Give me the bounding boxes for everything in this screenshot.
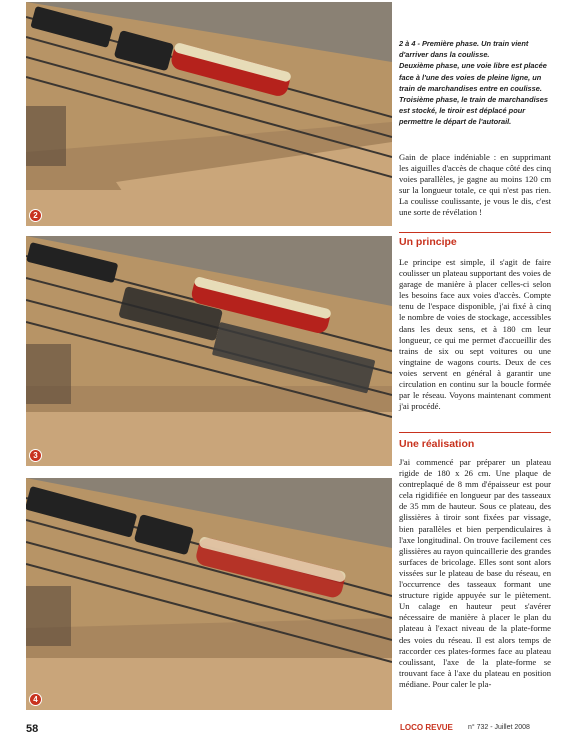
photo-number-badge: 3 [30,450,41,461]
photo-coulisse-phase-3 [26,478,392,710]
photo-coulisse-phase-2 [26,236,392,466]
magazine-name: LOCO REVUE [400,723,453,732]
photo-number-badge: 4 [30,694,41,705]
principe-paragraph: Le principe est simple, il s'agit de faire coulisser un plateau supportant des voies de garage de manière à placer celles-ci selon les besoins face aux voies d'accès. Compte tenu de l'espace disponible, j'ai fixé à cinq le nombre de voies de stockage, accessibles dans les deux sens, et à 180 cm leur longueur, ce qui me permet d'accueillir des trains de six ou sept voitures ou une vingtaine de wagons courts. Deux de ces voies servent en général à garantir une circulation en continu sur la boucle formée par le réseau. Voyons maintenant comment j'ai procédé. [399,257,551,412]
caption-phase-3: Troisième phase, le train de marchandises est stocké, le tiroir est déplacé pour permettre le départ de l'autorail. [399,95,548,127]
section-divider [399,232,551,233]
section-heading-realisation: Une réalisation [399,438,475,450]
realisation-paragraph: J'ai commencé par préparer un plateau rigide de 180 x 26 cm. Une plaque de contreplaqué de 8 mm d'épaisseur est pour cela rigidifiée en longueur par des tasseaux de 35 mm de hauteur. Sous ce plateau, des glissières à tiroir sont fixées par vissage, bien parallèles et bien perpendiculaires à l'axe longitudinal. On trouve facilement ces glissières au rayon quincaillerie des grandes surfaces de bricolage. Elles sont sont alors vissées sur le plateau de base du réseau, en l'occurrence des tasseaux formant une structure rigide appuyée sur le piètement. Un calage en hauteur peut s'avérer nécessaire de manière à placer le plan du plateau à l'exact niveau de la plate-forme des voies du réseau. Il est alors temps de raccorder ces plates-formes face au plateau coulissant, l'axe de la plate-forme se trouvant face à l'axe du plateau en position médiane. Pour caler le pla- [399,457,551,689]
issue-number: n° 732 - Juillet 2008 [468,724,530,731]
section-divider [399,432,551,433]
photo-number-badge: 2 [30,210,41,221]
photo-coulisse-phase-1 [26,2,392,226]
photo-illustration [26,236,392,466]
caption-phase-1: 2 à 4 - Première phase. Un train vient d'arriver dans la coulisse. [399,39,529,60]
photo-illustration [26,478,392,710]
photo-illustration [26,2,392,226]
section-heading-principe: Un principe [399,236,457,248]
caption-phase-2: Deuxième phase, une voie libre est placée face à l'une des voies de pleine ligne, un train de marchandises entre en coulisse. [399,61,547,93]
photo-caption [399,38,551,128]
intro-paragraph: Gain de place indéniable : en supprimant les aiguilles d'accès de chaque côté des cinq voies parallèles, je gagne au moins 120 cm sur la longueur totale, ce qui n'est pas rien. La coulisse coulissante, je vous le dis, c'est une sorte de révélation ! [399,152,551,218]
page-number: 58 [26,723,39,735]
